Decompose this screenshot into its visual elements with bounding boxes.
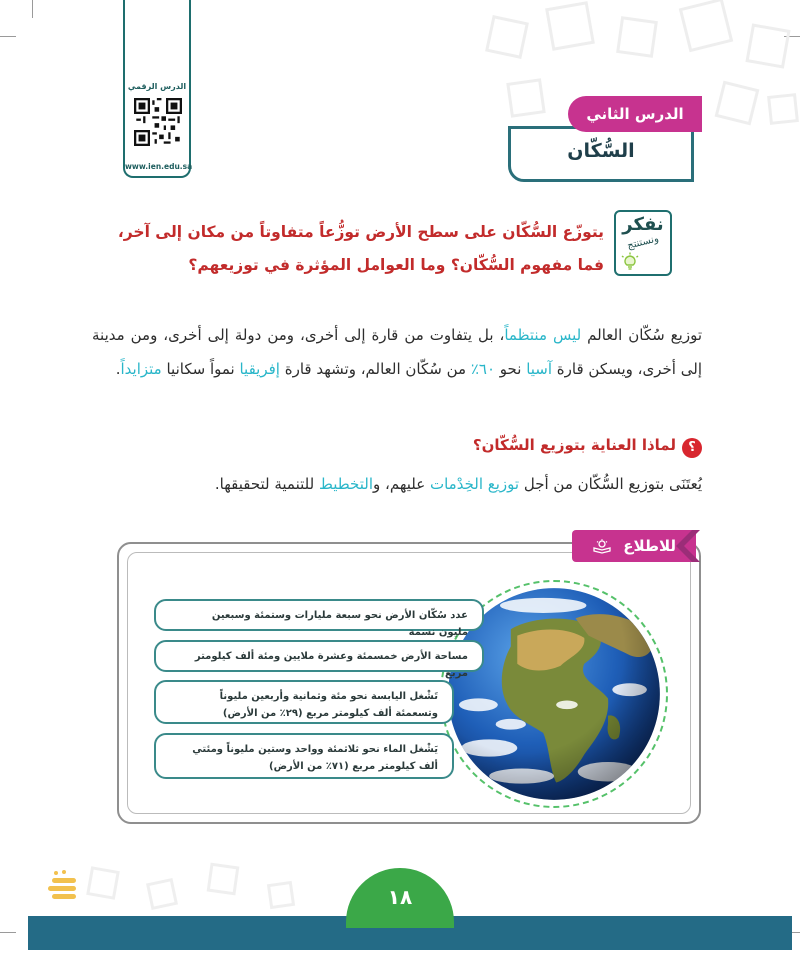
answer-highlight: توزيع الخِدْمات (429, 475, 520, 493)
brand-logo-icon (44, 868, 84, 908)
para-highlight: ليس منتظماً (504, 326, 582, 344)
question-heading (380, 436, 702, 462)
answer-paragraph (92, 468, 702, 500)
para-text: نمواً سكانيا (161, 360, 240, 378)
para-highlight: ٦٠٪ (470, 360, 496, 378)
para-text: ، بل يتفاوت من قارة إلى أخرى، ومن دولة إلى أخرى، ومن مدينة إلى أخرى، ويسكن قارة (92, 326, 702, 378)
think-badge-subtitle: ونستنتج (626, 233, 660, 252)
para-text: توزيع سُكّان العالم (581, 326, 702, 344)
lightbulb-book-icon (592, 539, 612, 555)
for-information-label: للاطلاع (623, 537, 677, 555)
para-text: من سُكّان العالم، وتشهد قارة (279, 360, 471, 378)
lesson-number-tag: الدرس الثاني (568, 96, 702, 132)
lesson-title: السُّكّان (567, 140, 635, 162)
answer-highlight: التخطيط (318, 475, 373, 493)
answer-text: عليهم، و (373, 475, 430, 493)
digital-lesson-label: الدرس الرقمي (127, 82, 187, 91)
chevron-left-icon (676, 530, 700, 562)
question-text: لماذا العناية بتوزيع السُّكّان؟ (472, 436, 676, 454)
crop-mark (0, 36, 16, 37)
para-highlight: متزايداً (120, 360, 162, 378)
crop-mark (0, 932, 16, 933)
para-text: نحو (495, 360, 527, 378)
think-badge-title: نفكر (622, 214, 664, 235)
digital-lesson-card[interactable] (123, 0, 191, 178)
website-url[interactable]: www.ien.edu.sa (125, 162, 193, 171)
population-distribution-paragraph (92, 318, 702, 386)
para-highlight: إفريقيا (239, 360, 280, 378)
page-number: ١٨ (346, 868, 454, 928)
para-text: . (115, 360, 121, 378)
lightbulb-icon (620, 252, 640, 272)
fact-land-area: تَشْغل اليابسة نحو مئة وثمانية وأربعين مليوناً وتسعمئة ألف كيلومتر مربع (٢٩٪ من الأرض) (154, 680, 454, 724)
para-highlight: آسيا (526, 360, 553, 378)
crop-mark (32, 0, 33, 18)
answer-text: يُعتَنَى بتوزيع السُّكّان من أجل (519, 475, 702, 493)
fact-earth-area: مساحة الأرض خمسمئة وعشرة ملايين ومئة ألف كيلومتر مربع (154, 640, 484, 672)
fact-population: عدد سُكّان الأرض نحو سبعة مليارات وستمئة وسبعين مليون نسمة (154, 599, 484, 631)
question-icon: ؟ (682, 438, 702, 458)
think-conclude-badge (614, 210, 672, 276)
fact-water-area: يَشْغل الماء نحو ثلاثمئة وواحد وستين مليوناً ومئتي ألف كيلومتر مربع (٧١٪ من الأرض) (154, 733, 454, 779)
think-question-text: يتوزّع السُّكّان على سطح الأرض توزُّعاً متفاوتاً من مكان إلى آخر، فما مفهوم السُّكّان؟ وما العوامل المؤثرة في توزيعهم؟ (117, 223, 604, 274)
qr-code-icon[interactable] (134, 98, 182, 146)
answer-text: للتنمية لتحقيقها. (214, 475, 319, 493)
